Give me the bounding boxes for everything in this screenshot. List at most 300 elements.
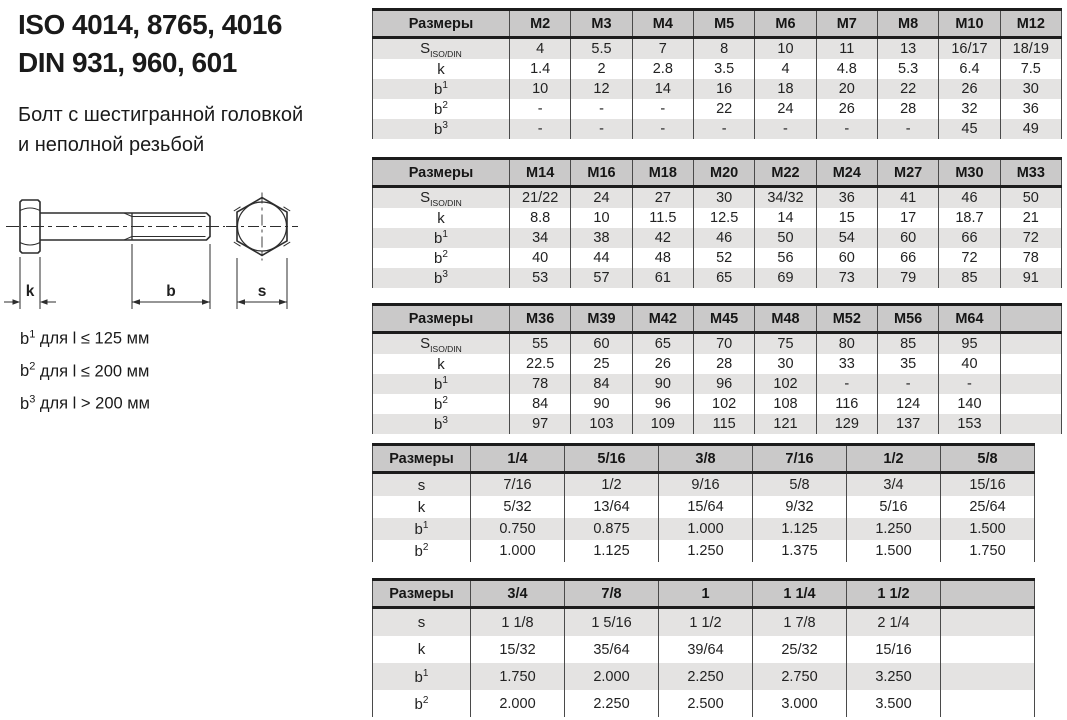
header-row: [373, 305, 1062, 333]
row-label: $b^2$: [434, 100, 448, 118]
value-cell: 1.250: [659, 540, 753, 562]
value-cell: 124: [877, 394, 938, 414]
value-cell: -: [877, 119, 938, 139]
value-cell: 140: [939, 394, 1000, 414]
dimension-table-metric-m14-m33: [372, 157, 1062, 288]
value-cell: 35/64: [565, 636, 659, 663]
s-arrow-right: [279, 299, 287, 304]
size-column-header: 5/16: [565, 445, 659, 473]
size-column-header: M18: [632, 159, 693, 187]
row-label: s: [373, 473, 471, 497]
size-column-header: M48: [755, 305, 816, 333]
value-cell: 30: [1000, 79, 1061, 99]
value-cell: 153: [939, 414, 1000, 434]
product-description: [18, 100, 303, 160]
value-cell: 5.3: [877, 59, 938, 79]
value-cell: 65: [693, 268, 754, 288]
value-cell: 1/2: [565, 473, 659, 497]
value-cell: -: [939, 374, 1000, 394]
value-cell: 102: [755, 374, 816, 394]
row-label: k: [417, 498, 426, 516]
value-cell: -: [632, 99, 693, 119]
note-symbol: $b^3$: [20, 393, 36, 413]
header-row: [373, 580, 1035, 608]
dimension-table-inch-threequarter-to-oneandhalf: [372, 578, 1035, 717]
value-cell: 7/16: [471, 473, 565, 497]
table-row: [373, 268, 1062, 288]
bolt-technical-drawing: [0, 190, 312, 326]
value-cell: 2 1/4: [847, 608, 941, 637]
value-cell: 28: [693, 354, 754, 374]
table-row: [373, 690, 1035, 717]
value-cell: 75: [755, 333, 816, 355]
value-cell: -: [632, 119, 693, 139]
value-cell: 15/16: [847, 636, 941, 663]
size-label-header: Размеры: [373, 445, 471, 473]
value-cell: 78: [510, 374, 571, 394]
value-cell: 96: [632, 394, 693, 414]
standards-title-din: DIN 931, 960, 601: [18, 47, 237, 78]
s-arrow-left: [237, 299, 245, 304]
value-cell: 65: [632, 333, 693, 355]
value-cell: 84: [510, 394, 571, 414]
value-cell: [1000, 354, 1061, 374]
table-row: [373, 636, 1035, 663]
row-label: $b^3$: [373, 119, 510, 139]
value-cell: 80: [816, 333, 877, 355]
b-arrow-left: [132, 299, 140, 304]
table-row: [373, 374, 1062, 394]
value-cell: 90: [632, 374, 693, 394]
product-description-line2: и неполной резьбой: [18, 134, 205, 156]
dimension-table-metric-m2-m12: [372, 8, 1062, 139]
size-label-header: Размеры: [373, 10, 510, 38]
size-column-header: M16: [571, 159, 632, 187]
size-column-header: M45: [693, 305, 754, 333]
value-cell: 2.000: [471, 690, 565, 717]
value-cell: 115: [693, 414, 754, 434]
dimension-table-metric-m36-m64: [372, 303, 1062, 434]
value-cell: 95: [939, 333, 1000, 355]
table-row: [373, 473, 1035, 497]
value-cell: [941, 663, 1035, 690]
value-cell: -: [816, 374, 877, 394]
note-text: для l ≤ 200 мм: [35, 362, 150, 380]
value-cell: 25/32: [753, 636, 847, 663]
size-column-header: M56: [877, 305, 938, 333]
size-column-header: M36: [510, 305, 571, 333]
row-label: k: [417, 641, 426, 658]
value-cell: 46: [693, 228, 754, 248]
value-cell: 28: [877, 99, 938, 119]
value-cell: 55: [510, 333, 571, 355]
value-cell: 15/32: [471, 636, 565, 663]
table-row: [373, 228, 1062, 248]
row-label: $b^1$: [373, 79, 510, 99]
value-cell: 14: [755, 208, 816, 228]
value-cell: -: [510, 119, 571, 139]
value-cell: 25/64: [941, 496, 1035, 518]
value-cell: 96: [693, 374, 754, 394]
value-cell: 17: [877, 208, 938, 228]
value-cell: 12: [571, 79, 632, 99]
value-cell: 121: [755, 414, 816, 434]
table-row: [373, 333, 1062, 355]
dimension-table-inch-quarter-to-fiveeighths: [372, 443, 1035, 562]
row-label: $b^2$: [434, 395, 448, 413]
value-cell: -: [571, 99, 632, 119]
table-row: [373, 663, 1035, 690]
row-label: $S_{ISO/DIN}$: [373, 38, 510, 60]
row-label: $S_{ISO/DIN}$: [373, 187, 510, 209]
value-cell: 69: [755, 268, 816, 288]
value-cell: 1.250: [847, 518, 941, 540]
dimension-table: [372, 8, 1062, 139]
value-cell: 1.375: [753, 540, 847, 562]
value-cell: -: [877, 374, 938, 394]
value-cell: 36: [816, 187, 877, 209]
value-cell: 60: [571, 333, 632, 355]
value-cell: 7: [632, 38, 693, 60]
k-arrow-right: [40, 299, 48, 304]
value-cell: 53: [510, 268, 571, 288]
value-cell: 24: [755, 99, 816, 119]
value-cell: 4.8: [816, 59, 877, 79]
row-label: k: [437, 209, 445, 227]
value-cell: 72: [1000, 228, 1061, 248]
note-line-b1: [20, 320, 150, 353]
value-cell: 40: [939, 354, 1000, 374]
value-cell: 0.875: [565, 518, 659, 540]
value-cell: 7.5: [1000, 59, 1061, 79]
size-column-header: M33: [1000, 159, 1061, 187]
value-cell: 13: [877, 38, 938, 60]
value-cell: 1.125: [753, 518, 847, 540]
value-cell: 1 7/8: [753, 608, 847, 637]
value-cell: 4: [755, 59, 816, 79]
value-cell: 1.500: [941, 518, 1035, 540]
table-row: [373, 608, 1035, 637]
value-cell: 12.5: [693, 208, 754, 228]
value-cell: 15: [816, 208, 877, 228]
dimension-table: [372, 443, 1035, 562]
value-cell: 11: [816, 38, 877, 60]
value-cell: 79: [877, 268, 938, 288]
row-label: $b^2$: [414, 542, 429, 560]
table-row: [373, 354, 1062, 374]
size-column-header: [941, 580, 1035, 608]
value-cell: 3/4: [847, 473, 941, 497]
table-row: [373, 99, 1062, 119]
value-cell: [941, 608, 1035, 637]
value-cell: 4: [510, 38, 571, 60]
table-row: [373, 394, 1062, 414]
value-cell: 2.8: [632, 59, 693, 79]
row-label: s: [373, 608, 471, 637]
value-cell: 16: [693, 79, 754, 99]
row-label: $S_{ISO/DIN}$: [373, 333, 510, 355]
value-cell: 102: [693, 394, 754, 414]
size-label-header: Размеры: [373, 305, 510, 333]
value-cell: 38: [571, 228, 632, 248]
value-cell: [1000, 394, 1061, 414]
value-cell: 108: [755, 394, 816, 414]
value-cell: 0.750: [471, 518, 565, 540]
value-cell: 2.250: [659, 663, 753, 690]
size-column-header: M30: [939, 159, 1000, 187]
value-cell: 73: [816, 268, 877, 288]
value-cell: -: [571, 119, 632, 139]
note-text: для l > 200 мм: [35, 394, 150, 413]
size-column-header: M5: [693, 10, 754, 38]
table-row: [373, 496, 1035, 518]
value-cell: 1 1/8: [471, 608, 565, 637]
value-cell: 34: [510, 228, 571, 248]
size-label-header: Размеры: [373, 580, 471, 608]
value-cell: 21: [1000, 208, 1061, 228]
row-label: $b^3$: [373, 268, 510, 288]
value-cell: 8.8: [510, 208, 571, 228]
value-cell: 24: [571, 187, 632, 209]
size-label-header: Размеры: [373, 159, 510, 187]
value-cell: [941, 636, 1035, 663]
value-cell: 27: [632, 187, 693, 209]
value-cell: 3.500: [847, 690, 941, 717]
size-column-header: M52: [816, 305, 877, 333]
table-row: [373, 59, 1062, 79]
value-cell: 33: [816, 354, 877, 374]
size-column-header: M39: [571, 305, 632, 333]
row-label: k: [437, 355, 445, 373]
value-cell: -: [816, 119, 877, 139]
value-cell: 1.750: [941, 540, 1035, 562]
value-cell: 1.4: [510, 59, 571, 79]
header-row: [373, 10, 1062, 38]
value-cell: 9/16: [659, 473, 753, 497]
k-arrow-left: [13, 299, 21, 304]
size-column-header: M64: [939, 305, 1000, 333]
value-cell: 48: [632, 248, 693, 268]
bolt-drawing-svg: [0, 190, 312, 326]
note-symbol: $b^2$: [20, 360, 36, 380]
size-column-header: M7: [816, 10, 877, 38]
s-dimension-label: s: [257, 283, 267, 300]
value-cell: 42: [632, 228, 693, 248]
value-cell: 137: [877, 414, 938, 434]
size-column-header: M6: [755, 10, 816, 38]
value-cell: 50: [1000, 187, 1061, 209]
value-cell: -: [510, 99, 571, 119]
size-column-header: M3: [571, 10, 632, 38]
size-column-header: 3/8: [659, 445, 753, 473]
value-cell: 3.5: [693, 59, 754, 79]
b-arrow-right: [202, 299, 210, 304]
size-column-header: M14: [510, 159, 571, 187]
b-dimension-label: b: [166, 283, 176, 300]
value-cell: 2.750: [753, 663, 847, 690]
value-cell: 129: [816, 414, 877, 434]
value-cell: 52: [693, 248, 754, 268]
table-row: [373, 38, 1062, 60]
value-cell: [1000, 374, 1061, 394]
value-cell: 30: [693, 187, 754, 209]
value-cell: 5.5: [571, 38, 632, 60]
row-label: k: [437, 60, 445, 78]
size-column-header: M42: [632, 305, 693, 333]
size-column-header: M8: [877, 10, 938, 38]
value-cell: 11.5: [632, 208, 693, 228]
value-cell: 1.750: [471, 663, 565, 690]
table-row: [373, 208, 1062, 228]
value-cell: 2.500: [659, 690, 753, 717]
value-cell: [1000, 333, 1061, 355]
dimension-table: [372, 303, 1062, 434]
size-column-header: M2: [510, 10, 571, 38]
value-cell: 85: [939, 268, 1000, 288]
value-cell: 54: [816, 228, 877, 248]
title-block: [18, 6, 303, 160]
value-cell: 32: [939, 99, 1000, 119]
value-cell: 10: [571, 208, 632, 228]
value-cell: 1 5/16: [565, 608, 659, 637]
value-cell: 21/22: [510, 187, 571, 209]
size-column-header: 1 1/4: [753, 580, 847, 608]
value-cell: -: [693, 119, 754, 139]
value-cell: 39/64: [659, 636, 753, 663]
value-cell: 103: [571, 414, 632, 434]
row-label: $b^1$: [373, 228, 510, 248]
value-cell: 26: [939, 79, 1000, 99]
value-cell: 9/32: [753, 496, 847, 518]
note-symbol: $b^1$: [20, 328, 36, 348]
table-row: [373, 414, 1062, 434]
value-cell: 15/64: [659, 496, 753, 518]
value-cell: 2.000: [565, 663, 659, 690]
value-cell: 2.250: [565, 690, 659, 717]
value-cell: 97: [510, 414, 571, 434]
value-cell: 26: [816, 99, 877, 119]
row-label: $b^3$: [373, 414, 510, 434]
value-cell: 22: [877, 79, 938, 99]
value-cell: 46: [939, 187, 1000, 209]
dimension-table: [372, 578, 1035, 717]
size-column-header: M4: [632, 10, 693, 38]
k-dimension-label: k: [25, 283, 35, 300]
value-cell: 30: [755, 354, 816, 374]
value-cell: [941, 690, 1035, 717]
value-cell: 1.000: [471, 540, 565, 562]
value-cell: 6.4: [939, 59, 1000, 79]
size-column-header: 7/16: [753, 445, 847, 473]
dimension-table: [372, 157, 1062, 288]
size-column-header: M24: [816, 159, 877, 187]
value-cell: 16/17: [939, 38, 1000, 60]
value-cell: 60: [877, 228, 938, 248]
table-row: [373, 187, 1062, 209]
value-cell: [1000, 414, 1061, 434]
table-row: [373, 518, 1035, 540]
value-cell: 41: [877, 187, 938, 209]
value-cell: 18.7: [939, 208, 1000, 228]
value-cell: 2: [571, 59, 632, 79]
row-label: $b^1$: [373, 518, 471, 540]
size-column-header: 1/2: [847, 445, 941, 473]
value-cell: 35: [877, 354, 938, 374]
value-cell: 116: [816, 394, 877, 414]
thread-length-notes: [20, 320, 150, 418]
value-cell: 20: [816, 79, 877, 99]
value-cell: 109: [632, 414, 693, 434]
size-column-header: M27: [877, 159, 938, 187]
value-cell: 56: [755, 248, 816, 268]
value-cell: 78: [1000, 248, 1061, 268]
size-column-header: M22: [755, 159, 816, 187]
value-cell: 18/19: [1000, 38, 1061, 60]
size-column-header: 1/4: [471, 445, 565, 473]
size-column-header: 1: [659, 580, 753, 608]
value-cell: 90: [571, 394, 632, 414]
header-row: [373, 159, 1062, 187]
note-line-b2: [20, 353, 150, 386]
size-column-header: 7/8: [565, 580, 659, 608]
value-cell: 8: [693, 38, 754, 60]
value-cell: 40: [510, 248, 571, 268]
value-cell: 70: [693, 333, 754, 355]
hex-centerlines: [226, 193, 298, 261]
value-cell: 85: [877, 333, 938, 355]
standards-title-iso: ISO 4014, 8765, 4016: [18, 9, 282, 40]
value-cell: 14: [632, 79, 693, 99]
value-cell: 61: [632, 268, 693, 288]
size-column-header: 5/8: [941, 445, 1035, 473]
value-cell: 5/8: [753, 473, 847, 497]
table-row: [373, 79, 1062, 99]
size-column-header: M12: [1000, 10, 1061, 38]
row-label: $b^1$: [373, 374, 510, 394]
table-row: [373, 540, 1035, 562]
table-row: [373, 119, 1062, 139]
value-cell: 34/32: [755, 187, 816, 209]
value-cell: 1.125: [565, 540, 659, 562]
value-cell: 36: [1000, 99, 1061, 119]
value-cell: 1.000: [659, 518, 753, 540]
value-cell: 5/32: [471, 496, 565, 518]
value-cell: 18: [755, 79, 816, 99]
value-cell: 3.250: [847, 663, 941, 690]
value-cell: 91: [1000, 268, 1061, 288]
note-line-b3: [20, 385, 150, 418]
row-label: $b^2$: [434, 249, 448, 267]
size-column-header: 3/4: [471, 580, 565, 608]
value-cell: -: [755, 119, 816, 139]
header-row: [373, 445, 1035, 473]
value-cell: 1.500: [847, 540, 941, 562]
value-cell: 66: [939, 228, 1000, 248]
value-cell: 66: [877, 248, 938, 268]
value-cell: 50: [755, 228, 816, 248]
size-column-header: [1000, 305, 1061, 333]
value-cell: 10: [510, 79, 571, 99]
row-label: $b^1$: [373, 663, 471, 690]
value-cell: 60: [816, 248, 877, 268]
value-cell: 26: [632, 354, 693, 374]
value-cell: 44: [571, 248, 632, 268]
note-text: для l ≤ 125 мм: [35, 329, 150, 348]
row-label: $b^2$: [414, 694, 429, 713]
value-cell: 84: [571, 374, 632, 394]
size-column-header: M10: [939, 10, 1000, 38]
value-cell: 1 1/2: [659, 608, 753, 637]
